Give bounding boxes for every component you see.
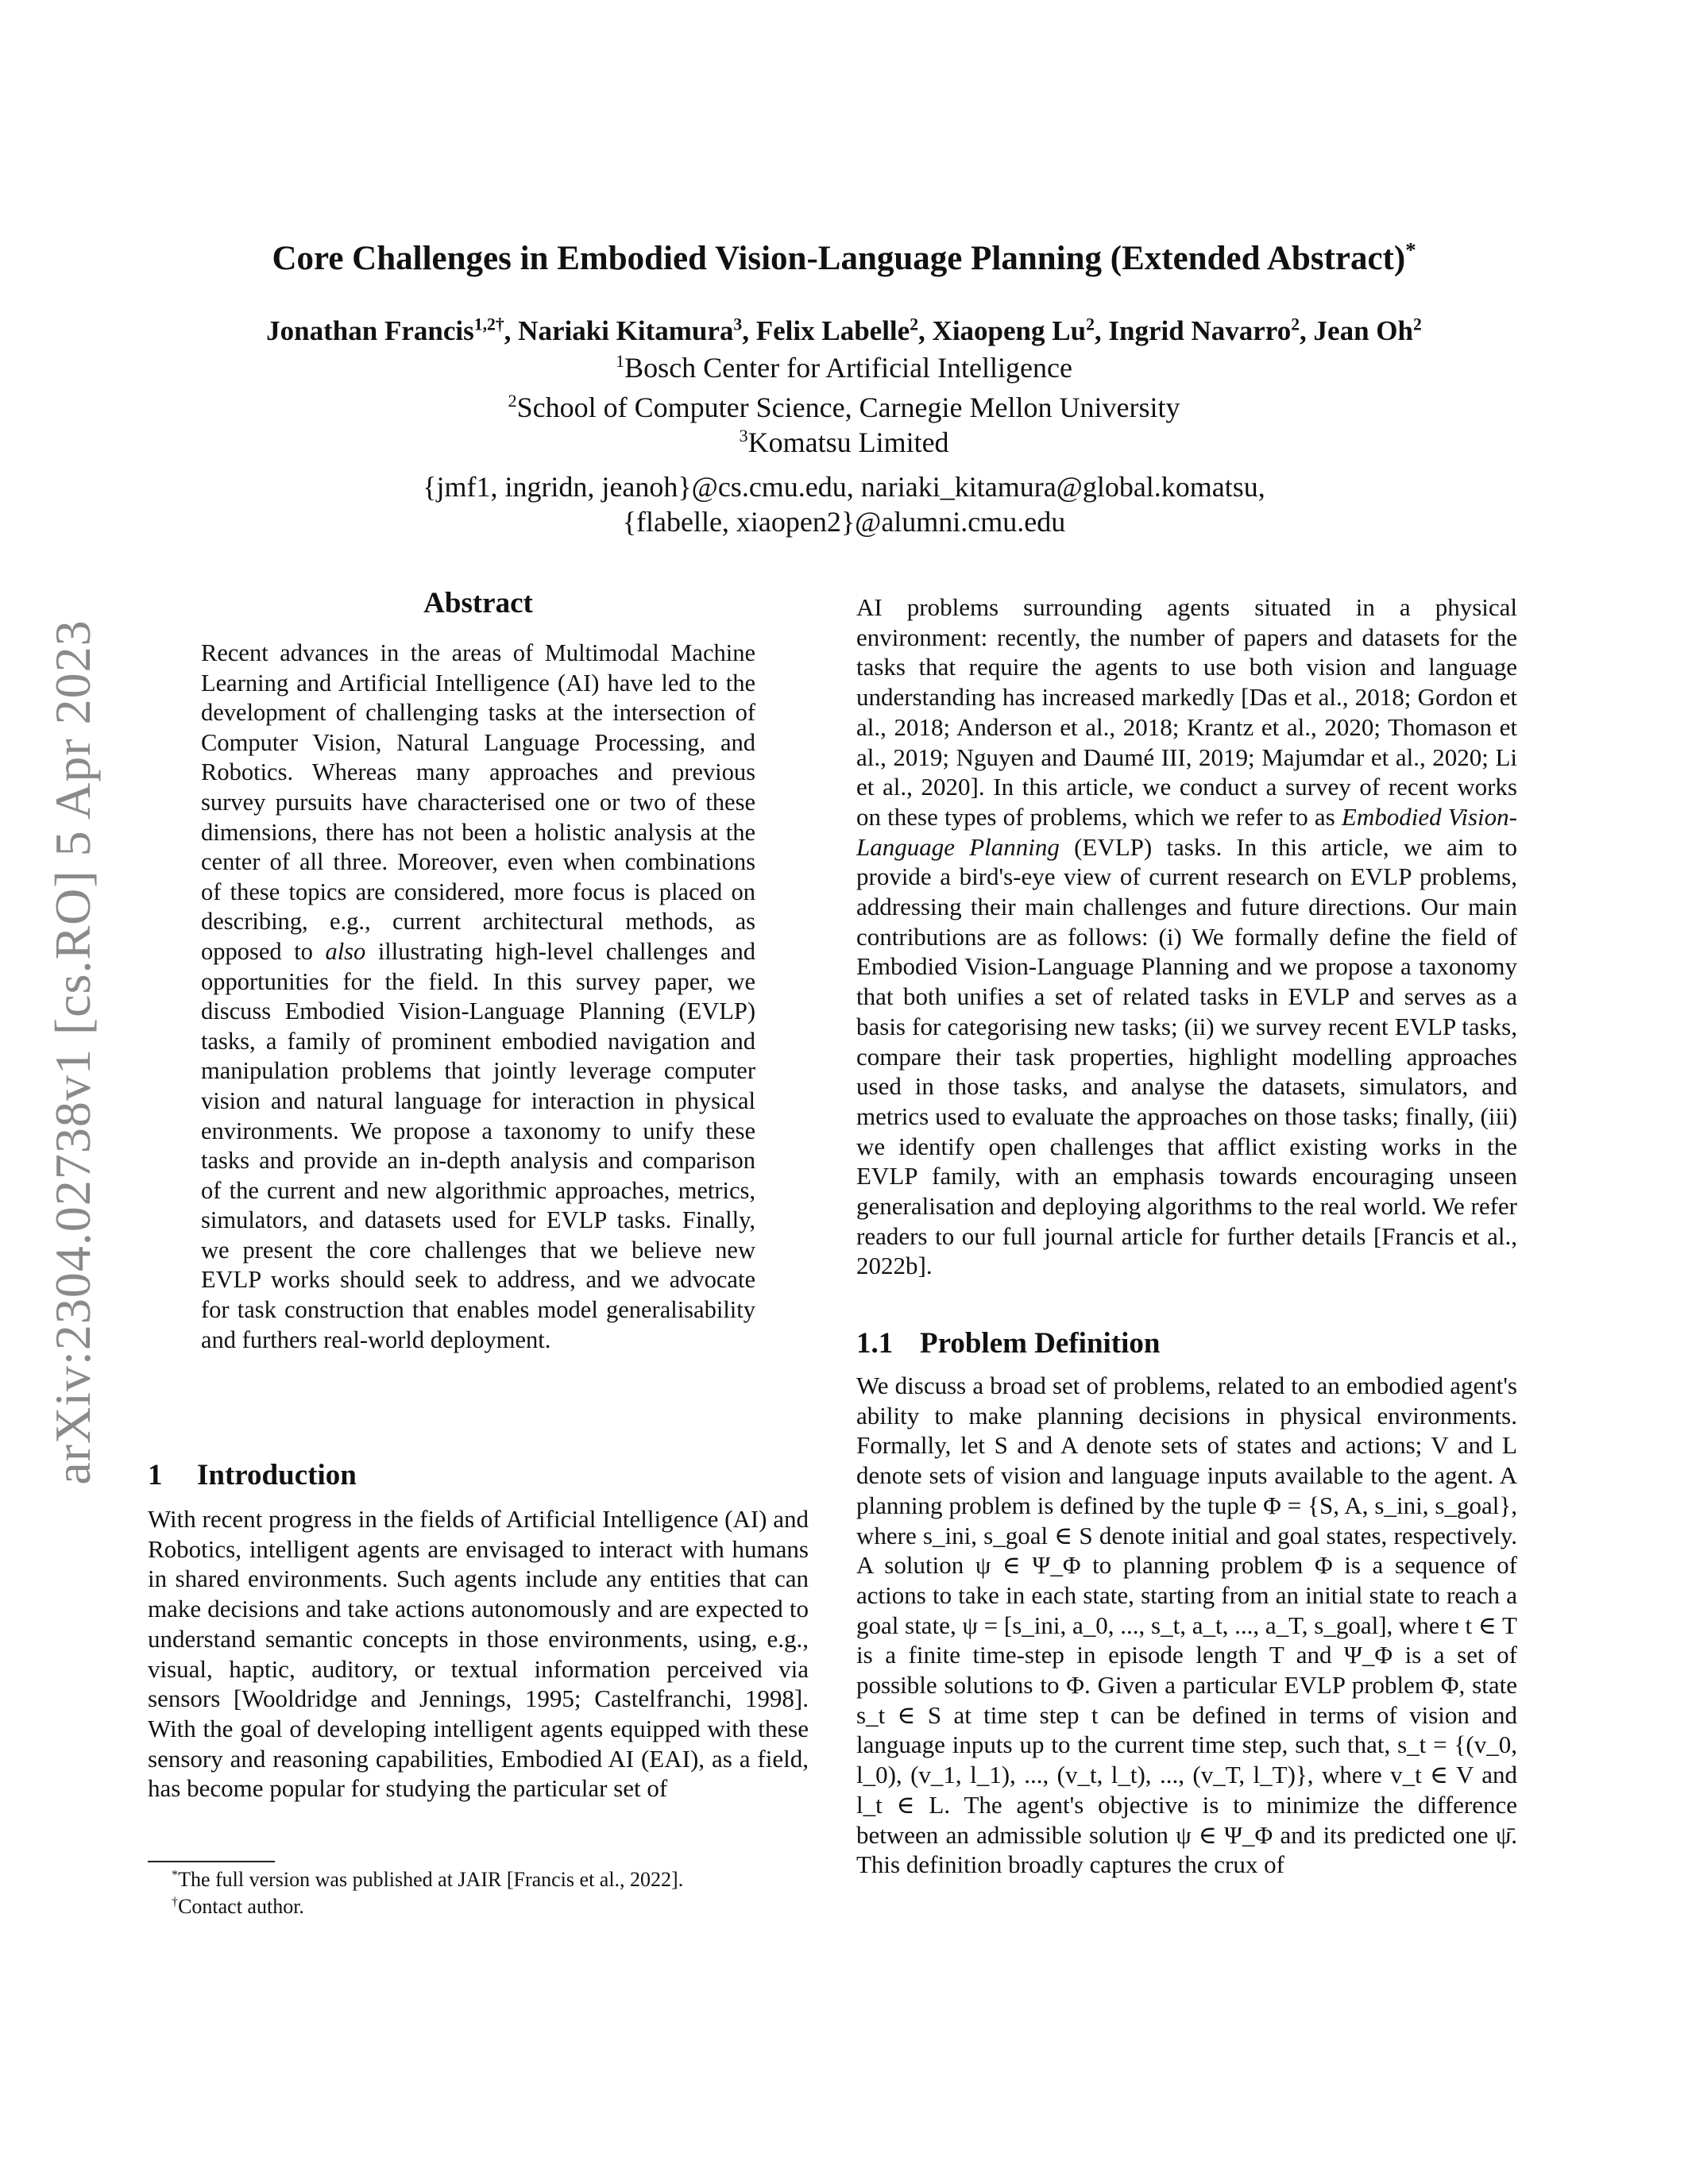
author: Xiaopeng Lu$^2$, bbox=[932, 314, 1109, 346]
author: Jean Oh$^2$ bbox=[1313, 314, 1422, 346]
right-intro-text: AI problems surrounding agents situated in a physical environment: recently, the number of papers and datasets for the tasks that require the agents to use both vision and language understanding has increased markedly [Das et al., 2018; Gordon et al., 2018; Anderson et al., 2018; Krantz et al., 2020; Thomason et al., 2019; Nguyen and Daumé III, 2019; Majumdar et al., 2020; Li et al., 2020]. In this article, we conduct a survey of recent works on these types of problems, which we refer to as Embodied Vision-Language Planning (EVLP) tasks. In this article, we aim to provide a bird's-eye view of current research on EVLP problems, addressing their main challenges and future directions. Our main contributions are as follows: (i) We formally define the field of Embodied Vision-Language Planning and we propose a taxonomy that both unifies a set of related tasks in EVLP and serves as a basis for categorising new tasks; (ii) we survey recent EVLP tasks, compare their task properties, highlight modelling approaches used in those tasks, and analyse the datasets, simulators, and metrics used to evaluate the approaches on those tasks; finally, (iii) we identify open challenges that afflict existing works in the EVLP family, with an emphasis towards encouraging unseen generalisation and deploying algorithms to the real world. We refer readers to our full journal article for further details [Francis et al., 2022b]. bbox=[856, 593, 1517, 1280]
section-heading-introduction: 1 Introduction bbox=[148, 1459, 357, 1491]
footnote: *The full version was published at JAIR [Francis et al., 2022]. bbox=[172, 1868, 684, 1891]
arxiv-sidebar-stamp bbox=[41, 588, 105, 1517]
affiliation: $^3$Komatsu Limited bbox=[739, 426, 949, 458]
affiliation: $^2$School of Computer Science, Carnegie Mellon University bbox=[508, 391, 1180, 423]
problem-definition-text: We discuss a broad set of problems, related to an embodied agent's ability to make planning decisions in physical environments. Formally, let S and A denote sets of states and actions; V and L denote sets of vision and language inputs available to the agent. A planning problem is defined by the tuple Φ = {S, A, s_ini, s_goal}, where s_ini, s_goal ∈ S denote initial and goal states, respectively. A solution ψ ∈ Ψ_Φ to planning problem Φ is a sequence of actions to take in each state, starting from an initial state to reach a goal state, ψ = [s_ini, a_0, ..., s_t, a_t, ..., a_T, s_goal], where t ∈ T is a finite time-step in episode length T and Ψ_Φ is a set of possible solutions to Φ. Given a particular EVLP problem Φ, state s_t ∈ S at time step t can be defined in terms of vision and language inputs up to the current time step, such that, s_t = {(v_0, l_0), (v_1, l_1), ..., (v_t, l_t), ..., (v_T, l_T)}, where v_t ∈ V and l_t ∈ L. The agent's objective is to minimize the difference between an admissible solution ψ ∈ Ψ_Φ and its predicted one ψ̄. This definition broadly captures the crux of bbox=[856, 1372, 1517, 1879]
author: Nariaki Kitamura$^3$, bbox=[518, 314, 756, 346]
section-heading-problem-definition: 1.1 Problem Definition bbox=[856, 1327, 1161, 1360]
author-list bbox=[119, 311, 1569, 351]
abstract-heading: Abstract bbox=[423, 587, 533, 619]
footnote: †Contact author. bbox=[172, 1895, 304, 1918]
arxiv-id: arXiv:2304.02738v1 [cs.RO] 5 Apr 2023 bbox=[44, 619, 101, 1485]
author: Felix Labelle$^2$, bbox=[755, 314, 933, 346]
author: Ingrid Navarro$^2$, bbox=[1108, 314, 1314, 346]
email-line[interactable]: {flabelle, xiaopen2}@alumni.cmu.edu bbox=[622, 506, 1066, 538]
affiliation: $^1$Bosch Center for Artificial Intelligence bbox=[616, 351, 1072, 384]
abstract-text: Recent advances in the areas of Multimodal Machine Learning and Artificial Intelligence (AI) have led to the development of challenging tasks at the intersection of Computer Vision, Natural Language Processing, and Robotics. Whereas many approaches and previous survey pursuits have characterised one or two of these dimensions, there has not been a holistic analysis at the center of all three. Moreover, even when combinations of these topics are considered, more focus is placed on describing, e.g., current architectural methods, as opposed to also illustrating high-level challenges and opportunities for the field. In this survey paper, we discuss Embodied Vision-Language Planning (EVLP) tasks, a family of prominent embodied navigation and manipulation problems that jointly leverage computer vision and natural language for interaction in physical environments. We propose a taxonomy to unify these tasks and provide an in-depth analysis and comparison of the current and new algorithmic approaches, metrics, simulators, and datasets used for EVLP tasks. Finally, we present the core challenges that we believe new EVLP works should seek to address, and we advocate for task construction that enables model generalisability and furthers real-world deployment. bbox=[201, 639, 755, 1353]
introduction-text: With recent progress in the fields of Artificial Intelligence (AI) and Robotics, intelligent agents are envisaged to interact with humans in shared environments. Such agents include any entities that can make decisions and take actions autonomously and are expected to understand semantic concepts in those environments, using, e.g., visual, haptic, auditory, or textual information perceived via sensors [Wooldridge and Jennings, 1995; Castelfranchi, 1998]. With the goal of developing intelligent agents equipped with these sensory and reasoning capabilities, Embodied AI (EAI), as a field, has become popular for studying the particular set of bbox=[148, 1505, 809, 1803]
email-line[interactable]: {jmf1, ingridn, jeanoh}@cs.cmu.edu, nariaki_kitamura@global.komatsu, bbox=[423, 471, 1265, 503]
author: Jonathan Francis$^{1,2\dagger}$, bbox=[266, 314, 519, 346]
title-footnote-mark: * bbox=[1405, 237, 1416, 262]
paper-title: Core Challenges in Embodied Vision-Language Planning (Extended Abstract)* bbox=[272, 237, 1416, 277]
footnote-rule bbox=[148, 1861, 275, 1862]
